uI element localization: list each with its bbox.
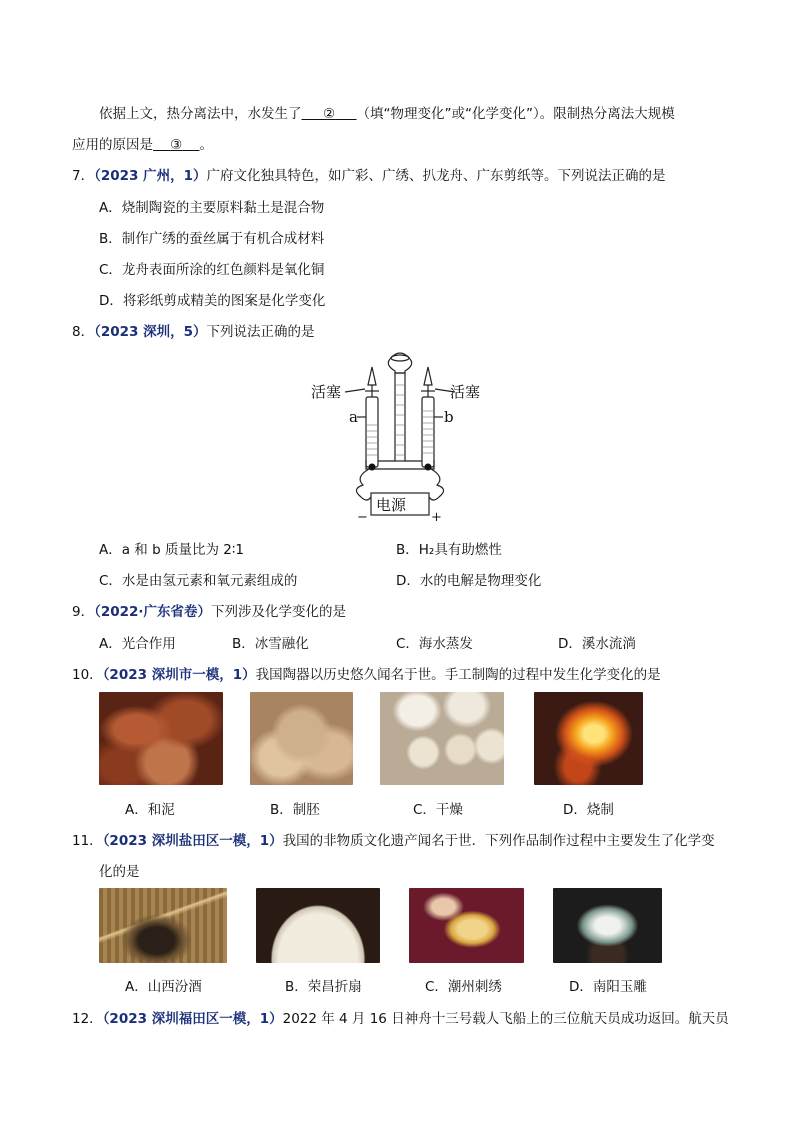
q9-option-a: A．光合作用 (99, 636, 176, 652)
q11-caption-b: B．荣昌折扇 (285, 979, 362, 995)
question-text: 我国陶器以历史悠久闻名于世。手工制陶的过程中发生化学变化的是 (255, 667, 661, 683)
q9-option-b: B．冰雪融化 (232, 636, 309, 652)
q11-caption-c: C．潮州刺绣 (425, 979, 502, 995)
label-b: b (444, 408, 454, 426)
right-stopcock-label: 活塞 (450, 383, 481, 401)
q8-option-d: D．水的电解是物理变化 (396, 573, 542, 589)
q8-option-b: B．H₂具有助燃性 (396, 542, 502, 558)
question-11-stem-cont: 化的是 (99, 864, 140, 880)
answer-blank-2 (302, 106, 357, 122)
question-text: 下列说法正确的是 (206, 324, 315, 340)
left-tube (366, 397, 378, 467)
q8-option-a: A．a 和 b 质量比为 2∶1 (99, 542, 244, 558)
q10-caption-c: C．干燥 (413, 802, 463, 818)
q11-caption-a: A．山西汾酒 (125, 979, 202, 995)
blank-marker: ② (322, 106, 336, 122)
left-stopcock (368, 367, 376, 385)
center-tube (395, 373, 405, 461)
negative-terminal: − (357, 510, 368, 525)
photo-firing-kiln (534, 692, 643, 785)
answer-blank-3 (153, 137, 199, 153)
left-stopcock-label: 活塞 (311, 383, 342, 401)
question-9-stem (72, 600, 346, 620)
photo-shanxi-fenjiu (99, 888, 227, 963)
photo-shaping-clay (250, 692, 353, 785)
blank-marker: ③ (170, 137, 183, 153)
question-source: （2023 广州，1） (94, 168, 207, 184)
question-number: 11． (72, 833, 103, 849)
question-number: 9． (72, 604, 95, 620)
question-text: 我国的非物质文化遗产闻名于世．下列作品制作过程中主要发生了化学变 (282, 833, 715, 849)
question-source: （2022·广东省卷） (94, 604, 212, 620)
q9-option-c: C．海水蒸发 (396, 636, 473, 652)
q7-option-d: D．将彩纸剪成精美的图案是化学变化 (99, 293, 326, 309)
question-10-stem (72, 663, 661, 683)
intro-text: （填“物理变化”或“化学变化”）。限制热分离法大规模 (356, 106, 675, 122)
question-text: 广府文化独具特色，如广彩、广绣、扒龙舟、广东剪纸等。下列说法正确的是 (206, 168, 666, 184)
question-number: 10． (72, 667, 103, 683)
question-source: （2023 深圳，5） (94, 324, 207, 340)
q10-caption-b: B．制胚 (270, 802, 320, 818)
question-text: 下列涉及化学变化的是 (211, 604, 347, 620)
right-electrode (425, 464, 432, 471)
q10-caption-a: A．和泥 (125, 802, 175, 818)
photo-chaozhou-embroidery (409, 888, 524, 963)
q7-option-c: C．龙舟表面所涂的红色颜料是氧化铜 (99, 262, 325, 278)
question-7-stem (72, 164, 666, 184)
q7-option-b: B．制作广绣的蚕丝属于有机合成材料 (99, 231, 325, 247)
right-stopcock (424, 367, 432, 385)
q9-option-d: D．溪水流淌 (558, 636, 636, 652)
q8-option-c: C．水是由氢元素和氧元素组成的 (99, 573, 298, 589)
photo-mixing-clay (99, 692, 223, 785)
question-11-stem (72, 829, 715, 849)
question-source: （2023 深圳盐田区一模，1） (102, 833, 283, 849)
intro-line-1 (99, 102, 675, 122)
question-source: （2023 深圳福田区一模，1） (102, 1011, 283, 1027)
power-supply-label: 电源 (376, 496, 407, 514)
intro-text: 。 (199, 137, 213, 153)
left-electrode (369, 464, 376, 471)
label-a: a (349, 408, 358, 426)
positive-terminal: + (431, 510, 442, 525)
intro-line-2 (72, 133, 213, 153)
q11-caption-d: D．南阳玉雕 (569, 979, 647, 995)
question-number: 8． (72, 324, 95, 340)
question-text: 2022 年 4 月 16 日神舟十三号载人飞船上的三位航天员成功返回。航天员 (282, 1011, 729, 1027)
question-12-stem (72, 1007, 729, 1027)
question-source: （2023 深圳市一模，1） (102, 667, 256, 683)
photo-nanyang-jade-carving (553, 888, 662, 963)
intro-text: 依据上文，热分离法中，水发生了 (99, 106, 302, 122)
question-number: 12． (72, 1011, 103, 1027)
photo-drying-pottery (380, 692, 504, 785)
electrolysis-apparatus-figure (305, 345, 495, 525)
question-number: 7． (72, 168, 95, 184)
intro-text: 应用的原因是 (72, 137, 153, 153)
q10-caption-d: D．烧制 (563, 802, 614, 818)
q7-option-a: A．烧制陶瓷的主要原料黏土是混合物 (99, 200, 325, 216)
right-tube (422, 397, 434, 467)
photo-rongchang-fan (256, 888, 380, 963)
question-8-stem (72, 320, 315, 340)
